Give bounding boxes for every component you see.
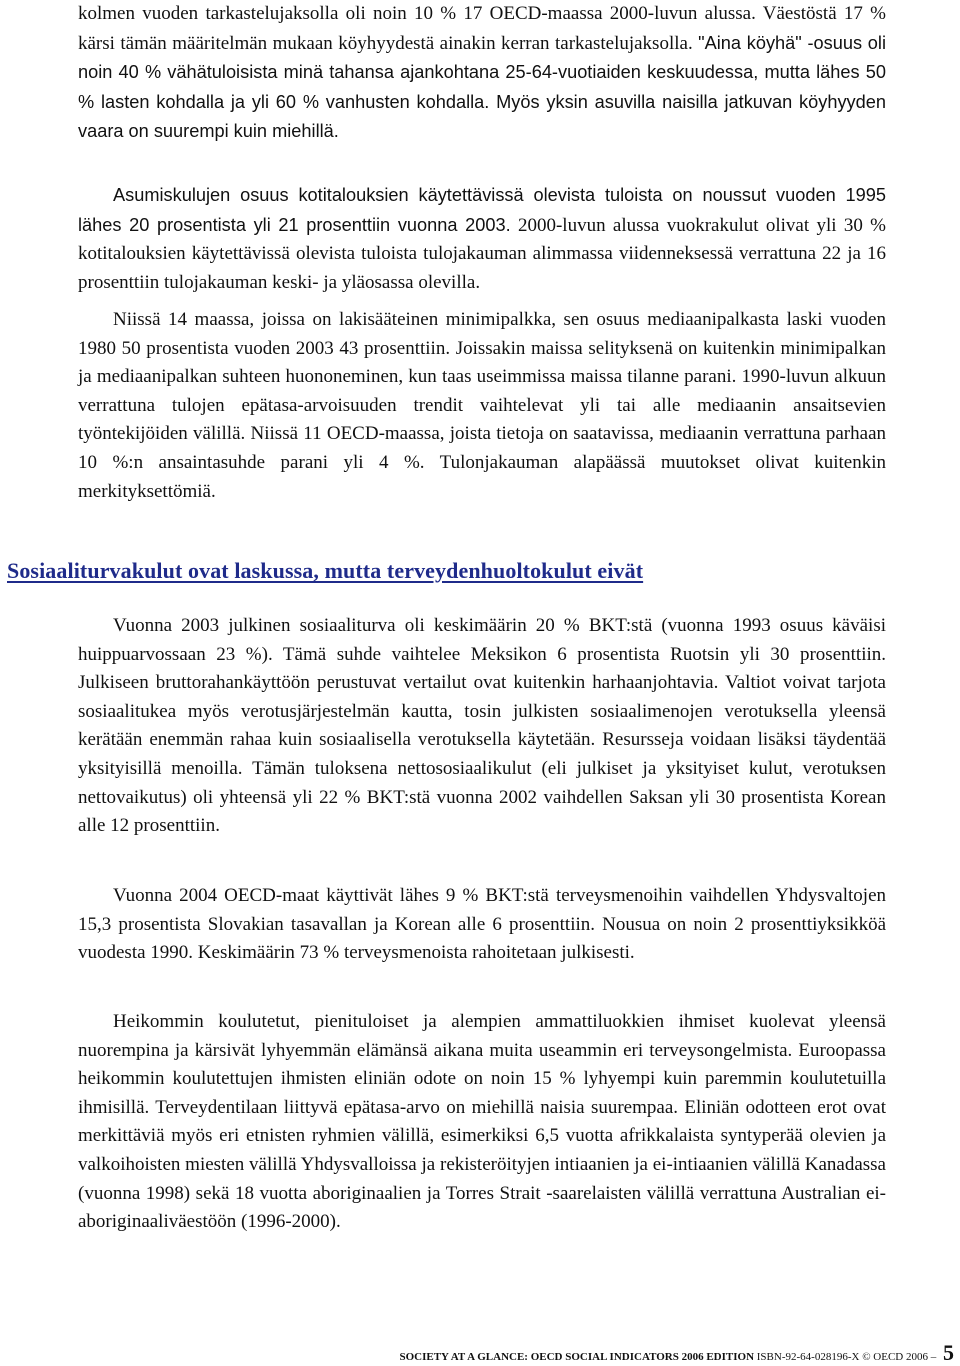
footer-title: SOCIETY AT A GLANCE: OECD SOCIAL INDICATORS 2006 EDITION [399,1351,755,1363]
paragraph-social-expenditure [78,612,886,841]
section-heading: Sosiaaliturvakulut ovat laskussa, mutta terveydenhuoltokulut eivät [7,558,644,583]
paragraph-housing [78,181,886,297]
paragraph-minimum-wage [78,306,886,506]
paragraph-poverty-serif: kolmen vuoden tarkastelujaksolla oli noin 10 % 17 OECD-maassa 2000-luvun alussa. Väestöstä 17 % kärsi tämän määritelmän mukaan köyhyydestä ainakin kerran tarkastelujaksolla. [78,3,886,54]
page-number: 5 [943,1340,954,1365]
paragraph-health-spending [78,882,886,968]
paragraph-social-expenditure-text: Vuonna 2003 julkinen sosiaaliturva oli keskimäärin 20 % BKT:stä (vuonna 1993 osuus käväisi huippuarvossaan 23 %). Tämä suhde vaihtelee Meksikon 6 prosentista Ruotsin yli 30 prosenttiin. Julkiseen bruttorahankäyttöön perustuvat vertailut ovat kuitenkin harhaanjohtavia. Valtiot voivat tarjota sosiaalitukea myös verotusjärjestelmän kautta, tosin julkisten sosiaalimenojen verotuksella yleensä kerätään enemmän rahaa kuin sosiaalisella verotuksella käytetään. Resursseja voidaan lisäksi täydentää yksityisillä menoilla. Tämän tuloksena nettososiaalikulut (eli julkiset ja yksityiset kulut, verotuksen nettovaikutus) oli yhteensä yli 22 % BKT:stä vuonna 2002 vaihdellen Saksan yli 30 prosentista Korean alle 12 prosenttiin. [78,615,886,837]
paragraph-minimum-wage-text: Niissä 14 maassa, joissa on lakisääteinen minimipalkka, sen osuus mediaanipalkasta laski vuoden 1980 50 prosentista vuoden 2003 43 prosenttiin. Joissakin maissa selityksenä on kuitenkin minimipalkan ja mediaanipalkan suhteen huononeminen, kun taas useimmissa maissa tilanne parani. 1990-luvun alkuun verrattuna tulojen epätasa-arvoisuuden trendit vaihtelevat yli tai alle mediaanin ansaitsevien työntekijöiden välillä. Niissä 11 OECD-maassa, joista tietoja on saatavissa, mediaanin verrattuna parhaan 10 %:n ansaintasuhde parani yli 4 %. Tulonjakauman alapäässä muutokset olivat kuitenkin merkityksettömiä. [78,309,886,502]
paragraph-poverty-sans: "Aina köyhä" -osuus oli noin 40 % vähätuloisista minä tahansa ajankohtana 25-64-vuotiaiden keskuudessa, mutta lähes 50 % lasten kohdalla ja yli 60 % vanhusten kohdalla. Myös yksin asuvilla naisilla jatkuvan köyhyyden vaara on suurempi kuin miehillä. [78,32,886,142]
paragraph-housing-serif: 2000-luvun alussa vuokrakulut olivat yli 30 % kotitalouksien käytettävissä olevista tuloista tulojakauman alimmassa viidenneksessä verrattuna 22 ja 16 prosenttiin tulojakauman keski- ja yläosassa olevilla. [78,214,886,293]
paragraph-health-spending-text: Vuonna 2004 OECD-maat käyttivät lähes 9 % BKT:stä terveysmenoihin vaihdellen Yhdysvaltojen 15,3 prosentista Slovakian tasavallan ja Korean alle 6 prosenttiin. Nousua on noin 2 prosenttiyksikköä vuodesta 1990. Keskimäärin 73 % terveysmenoista rahoitetaan julkisesti. [78,885,886,964]
paragraph-housing-sans: Asumiskulujen osuus kotitalouksien käytettävissä olevista tuloista on noussut vuoden 1995 lähes 20 prosentista yli 21 prosenttiin vuonna 2003. [78,185,886,235]
page-footer [399,1340,954,1366]
paragraph-health-inequality-text: Heikommin koulutetut, pienituloiset ja alempien ammattiluokkien ihmiset kuolevat yleensä nuorempina ja kärsivät lyhyemmän elämänsä aikana muita useammin eri terveysongelmista. Euroopassa heikommin koulutettujen ihmisten eliniän odote on noin 15 % lyhyempi kuin paremmin koulutetuilla ihmisillä. Terveydentilaan liittyvä epätasa-arvo on miehillä naisia suurempaa. Eliniän odotteen erot ovat merkittäviä myös eri etnisten ryhmien välillä, esimerkiksi 6,5 vuotta afrikkalaista syntyperää olevien ja valkoihoisten miesten välillä Yhdysvalloissa ja rekisteröityjen intiaanien ja ei-intiaanien välillä Kanadassa (vuonna 1998) sekä 18 vuotta aboriginaalien ja Torres Strait -saarelaisten välillä verrattuna Australian ei-aboriginaaliväestöön (1996-2000). [78,1011,886,1233]
paragraph-poverty [78,0,886,147]
footer-copyright: © OECD 2006 – [862,1351,937,1363]
paragraph-health-inequality [78,1008,886,1237]
footer-isbn: ISBN-92-64-028196-X [756,1351,860,1363]
